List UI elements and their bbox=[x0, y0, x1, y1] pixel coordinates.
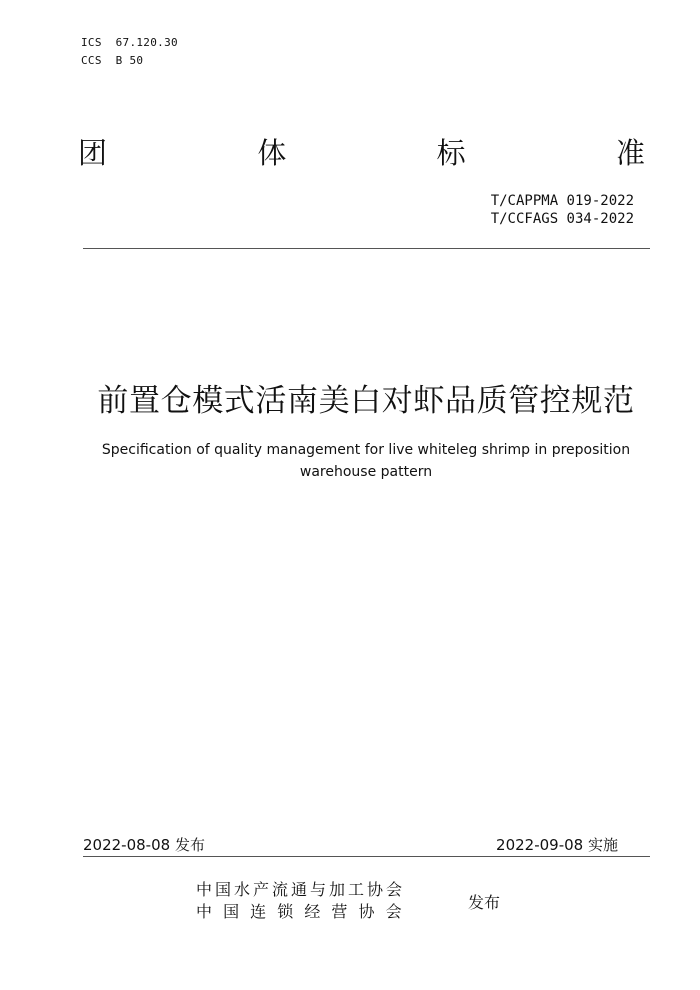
release-date: 2022-08-08 发布 bbox=[83, 836, 205, 854]
standard-type-char: 体 bbox=[257, 136, 287, 170]
document-title-english-line-1: Specification of quality management for live whiteleg shrimp in preposition bbox=[101, 442, 631, 458]
date-divider bbox=[83, 856, 650, 857]
document-title-english-line-2: warehouse pattern bbox=[299, 464, 433, 480]
publisher-org-2: 中 国 连 锁 经 营 协 会 bbox=[196, 902, 405, 921]
header-divider bbox=[83, 248, 650, 249]
standard-code-secondary: T/CCFAGS 034-2022 bbox=[490, 211, 634, 227]
ics-code: ICS 67.120.30 bbox=[81, 36, 178, 49]
standard-code-primary: T/CAPPMA 019-2022 bbox=[490, 193, 634, 209]
standard-type-char: 准 bbox=[615, 136, 645, 170]
implementation-date: 2022-09-08 实施 bbox=[496, 836, 618, 854]
document-title-chinese: 前置仓模式活南美白对虾品质管控规范 bbox=[97, 383, 635, 419]
standard-type-heading bbox=[78, 136, 645, 176]
publish-label: 发布 bbox=[468, 893, 501, 912]
ccs-code: CCS B 50 bbox=[81, 54, 144, 67]
standard-type-char: 标 bbox=[436, 136, 466, 170]
standard-type-char: 团 bbox=[78, 136, 108, 170]
publisher-org-1: 中国水产流通与加工协会 bbox=[196, 880, 406, 899]
